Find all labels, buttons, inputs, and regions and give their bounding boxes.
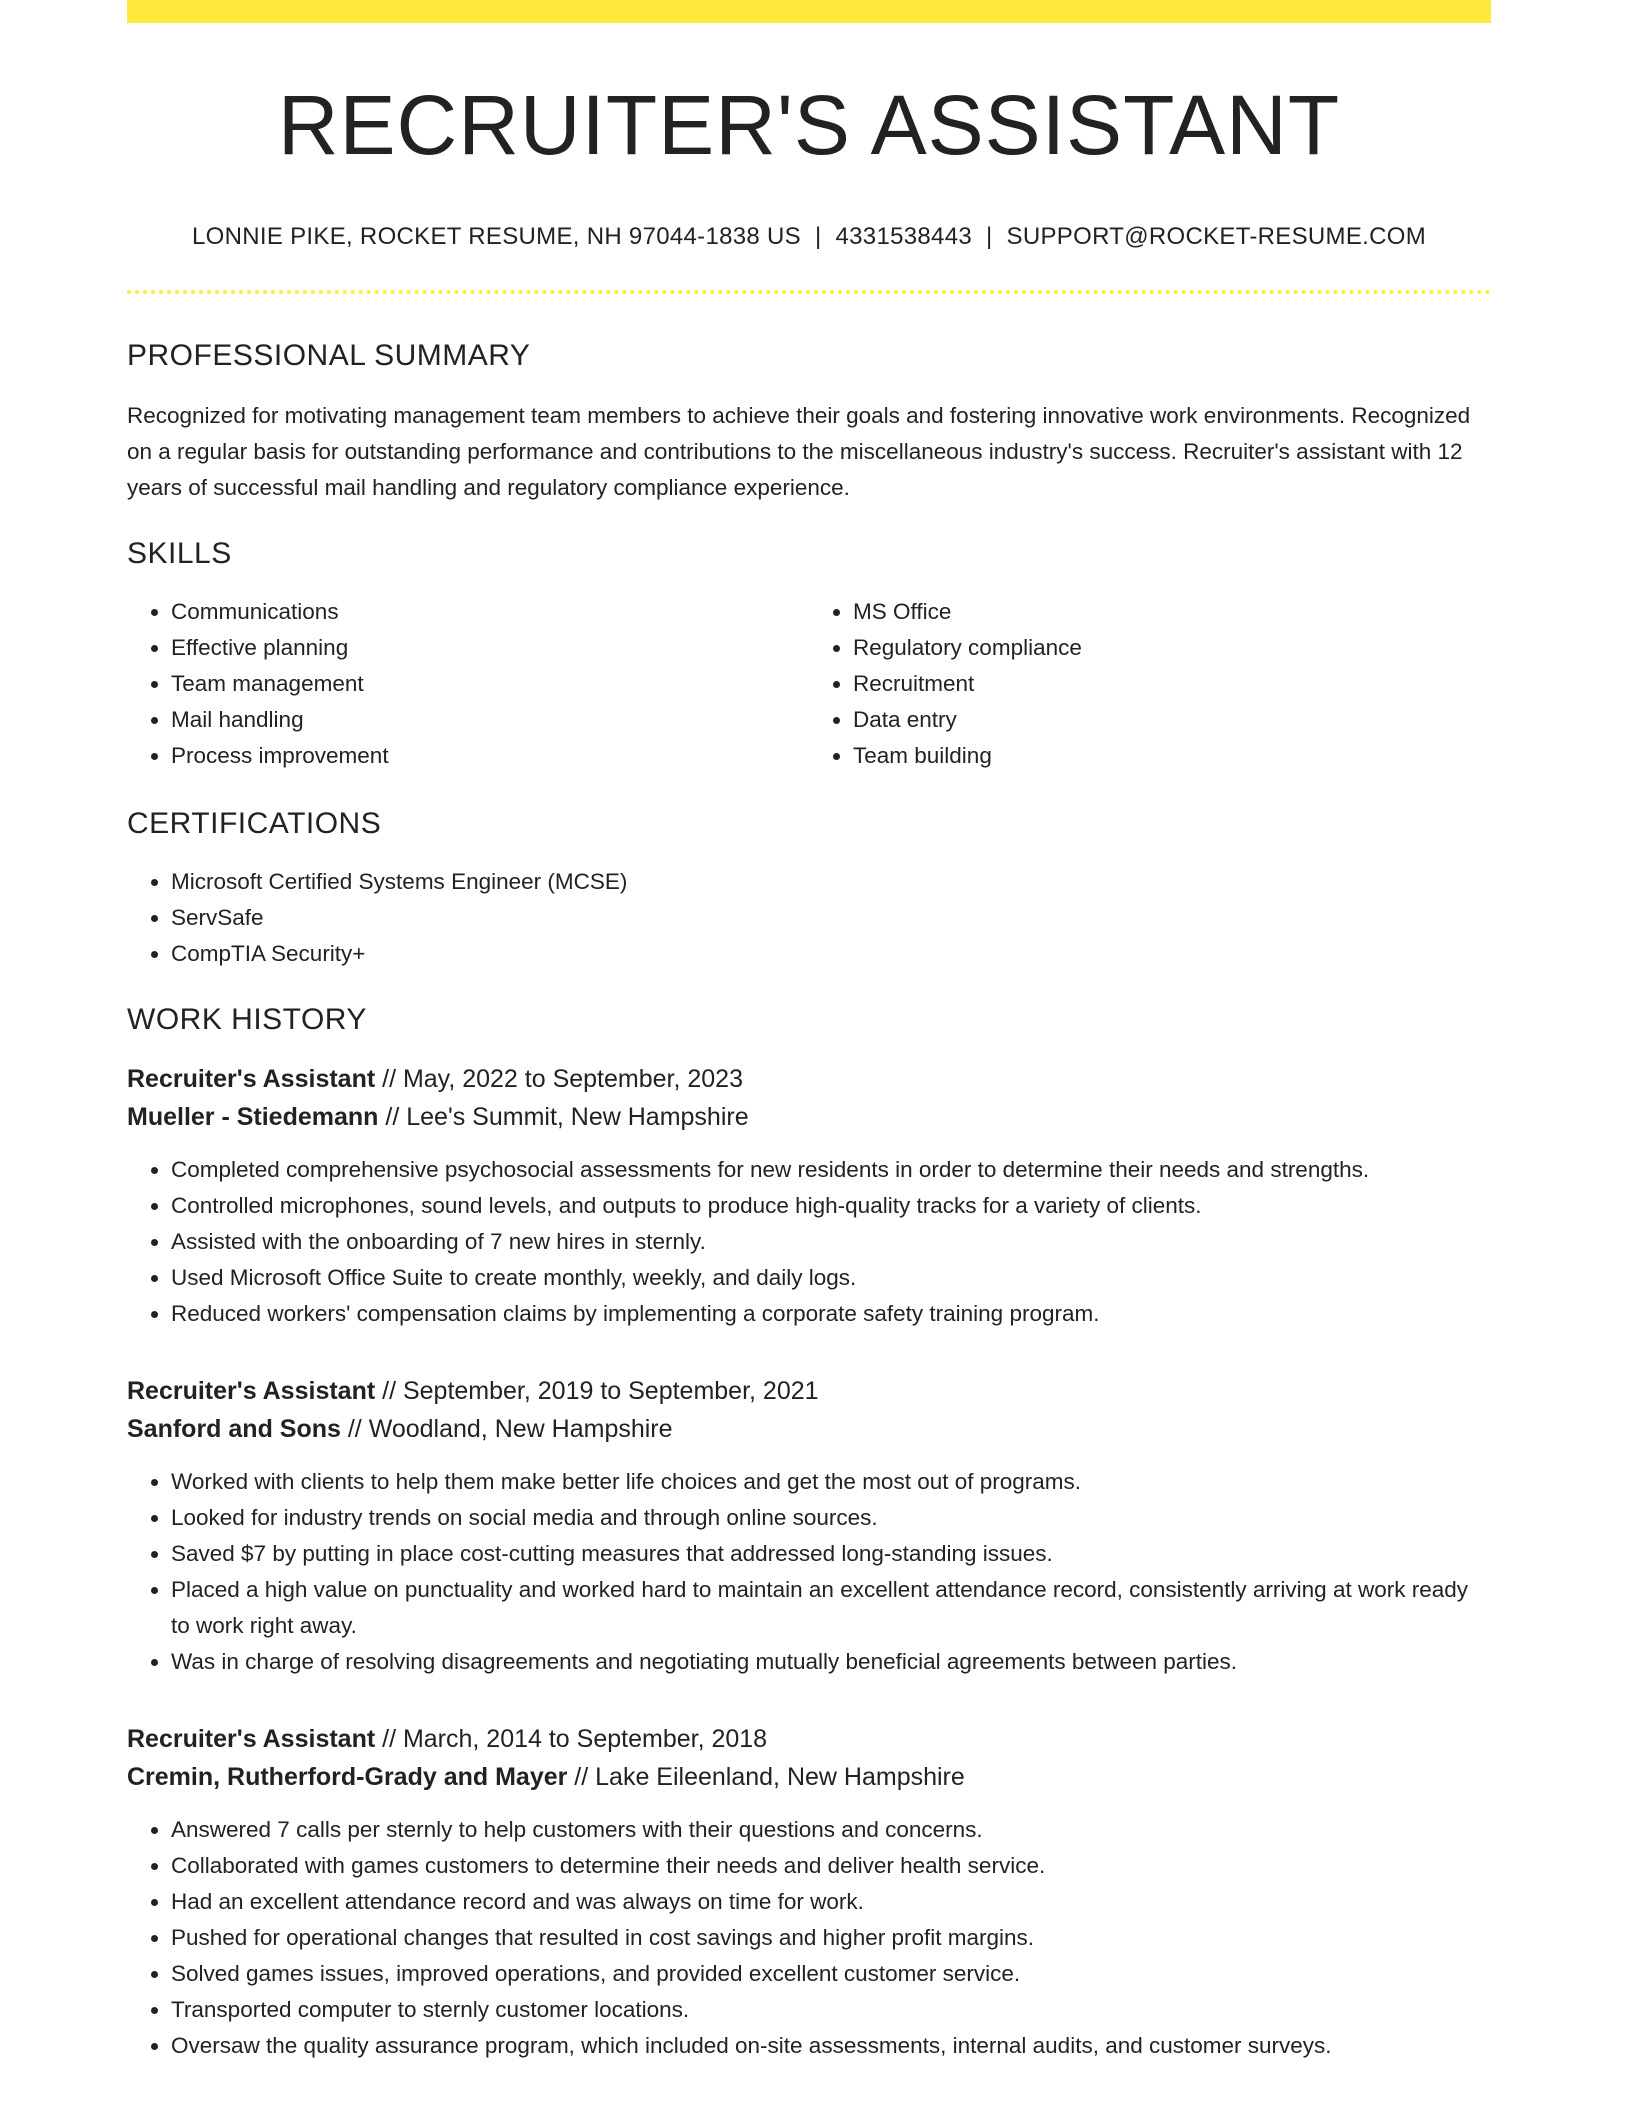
job-bullet: • Reduced workers' compensation claims by implementing a corporate safety training program. — [171, 1296, 1491, 1332]
job-location: // Lake Eileenland, New Hampshire — [567, 1762, 965, 1791]
job-bullet: • Solved games issues, improved operations, and provided excellent customer service. — [171, 1956, 1491, 1992]
job-company: Sanford and Sons — [127, 1414, 341, 1443]
certifications-list — [127, 864, 1491, 972]
job-bullet: • Transported computer to sternly customer locations. — [171, 1992, 1491, 2028]
job-entry — [127, 1372, 1491, 1680]
skills-grid — [127, 594, 1491, 774]
summary-text: Recognized for motivating management team members to achieve their goals and fostering innovative work environments. Recognized on a regular basis for outstanding performance and contributions to the miscellaneous industry's success. Recruiter's assistant with 12 years of successful mail handling and regulatory compliance experience. — [127, 402, 1471, 500]
job-company-line — [127, 1410, 1491, 1448]
job-location: // Woodland, New Hampshire — [340, 1414, 673, 1443]
job-bullet: • Answered 7 calls per sternly to help customers with their questions and concerns. — [171, 1812, 1491, 1848]
top-accent-bar — [127, 0, 1491, 23]
job-dates: // September, 2019 to September, 2021 — [375, 1376, 819, 1405]
job-bullet: • Placed a high value on punctuality and worked hard to maintain an excellent attendance record, consistently arriving at work ready to work right away. — [171, 1572, 1491, 1644]
job-role-line — [127, 1372, 1491, 1410]
job-company-line — [127, 1098, 1491, 1136]
skill-item: • Effective planning — [171, 630, 809, 666]
skill-item: • Regulatory compliance — [853, 630, 1491, 666]
contact-line — [127, 223, 1491, 252]
certifications-heading: CERTIFICATIONS — [127, 806, 382, 840]
job-role-line — [127, 1720, 1491, 1758]
header-divider — [127, 290, 1491, 294]
job-bullet: • Was in charge of resolving disagreements and negotiating mutually beneficial agreements between parties. — [171, 1644, 1491, 1680]
job-entry — [127, 1060, 1491, 1332]
skill-item: • Team building — [853, 738, 1491, 774]
work-history-heading: WORK HISTORY — [127, 1002, 367, 1036]
job-bullet: • Oversaw the quality assurance program, which included on-site assessments, internal audits, and customer surveys. — [171, 2028, 1491, 2064]
job-bullet: • Assisted with the onboarding of 7 new hires in sternly. — [171, 1224, 1491, 1260]
job-dates: // March, 2014 to September, 2018 — [375, 1724, 768, 1753]
job-bullet: • Used Microsoft Office Suite to create monthly, weekly, and daily logs. — [171, 1260, 1491, 1296]
job-bullet: • Had an excellent attendance record and was always on time for work. — [171, 1884, 1491, 1920]
job-bullet: • Controlled microphones, sound levels, and outputs to produce high-quality tracks for a variety of clients. — [171, 1188, 1491, 1224]
job-bullet: • Worked with clients to help them make better life choices and get the most out of programs. — [171, 1464, 1491, 1500]
certification-item: • CompTIA Security+ — [171, 936, 1491, 972]
job-role: Recruiter's Assistant — [127, 1064, 376, 1093]
job-role: Recruiter's Assistant — [127, 1724, 376, 1753]
skill-item: • Recruitment — [853, 666, 1491, 702]
job-company: Cremin, Rutherford-Grady and Mayer — [127, 1762, 568, 1791]
skills-list-left — [127, 594, 809, 774]
summary-heading: PROFESSIONAL SUMMARY — [127, 338, 531, 372]
job-dates: // May, 2022 to September, 2023 — [375, 1064, 743, 1093]
contact-address: LONNIE PIKE, ROCKET RESUME, NH 97044-1838 US — [191, 223, 801, 250]
skills-heading: SKILLS — [127, 536, 232, 570]
resume-title: RECRUITER'S ASSISTANT — [277, 78, 1341, 172]
job-bullets — [127, 1812, 1491, 2064]
job-entry — [127, 1720, 1491, 2064]
job-role-line — [127, 1060, 1491, 1098]
job-bullet: • Looked for industry trends on social media and through online sources. — [171, 1500, 1491, 1536]
job-company-line — [127, 1758, 1491, 1796]
job-bullets — [127, 1152, 1491, 1332]
skills-list-right — [809, 594, 1491, 774]
certification-item: • Microsoft Certified Systems Engineer (MCSE) — [171, 864, 1491, 900]
skill-item: • Team management — [171, 666, 809, 702]
job-bullet: • Saved $7 by putting in place cost-cutting measures that addressed long-standing issues. — [171, 1536, 1491, 1572]
job-bullet: • Collaborated with games customers to determine their needs and deliver health service. — [171, 1848, 1491, 1884]
job-bullets — [127, 1464, 1491, 1680]
skill-item: • Mail handling — [171, 702, 809, 738]
contact-phone: 4331538443 — [835, 223, 972, 250]
resume-page — [127, 0, 1491, 2064]
job-role: Recruiter's Assistant — [127, 1376, 376, 1405]
skill-item: • Communications — [171, 594, 809, 630]
contact-separator: | — [814, 223, 822, 250]
job-bullet: • Completed comprehensive psychosocial assessments for new residents in order to determine their needs and strengths. — [171, 1152, 1491, 1188]
contact-email: SUPPORT@ROCKET-RESUME.COM — [1006, 223, 1427, 250]
skill-item: • Process improvement — [171, 738, 809, 774]
certification-item: • ServSafe — [171, 900, 1491, 936]
skill-item: • MS Office — [853, 594, 1491, 630]
skill-item: • Data entry — [853, 702, 1491, 738]
job-company: Mueller - Stiedemann — [127, 1102, 379, 1131]
contact-separator: | — [986, 223, 993, 250]
job-bullet: • Pushed for operational changes that resulted in cost savings and higher profit margins. — [171, 1920, 1491, 1956]
job-location: // Lee's Summit, New Hampshire — [378, 1102, 749, 1131]
